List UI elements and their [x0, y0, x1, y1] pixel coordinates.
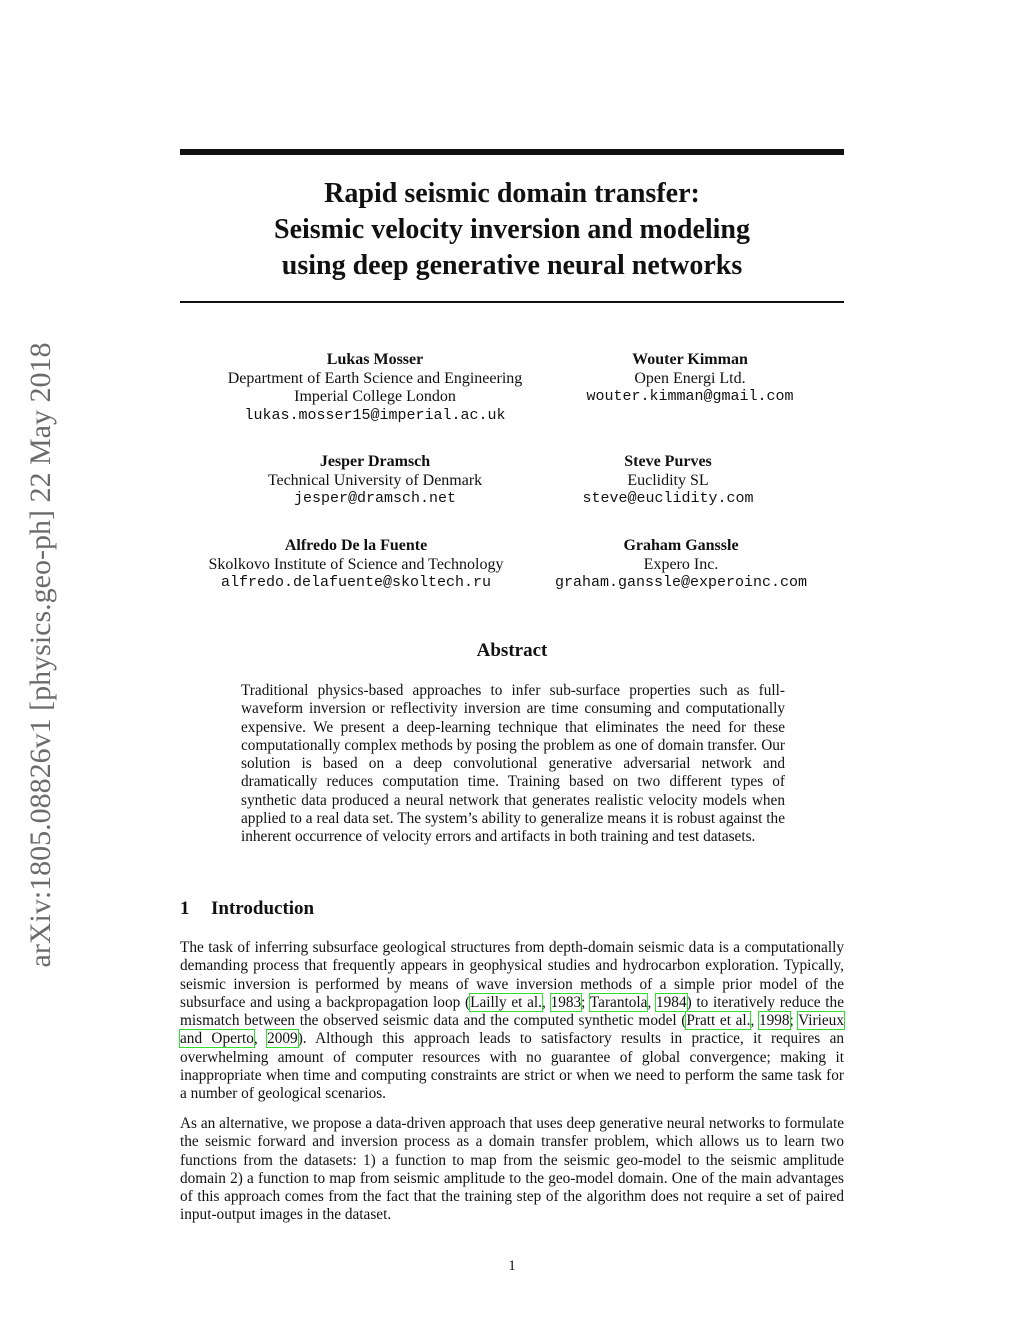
paragraph-text: The task of inferring subsurface geological structures from depth-domain seismic data is a computationally demanding process that frequently appears in geophysical studies and hydrocarbon exploration. Typically, seismic inversion is performed by means of wave inversion methods of a simple prior model of the subsurface and using a backpropagation loop (: [180, 939, 844, 1011]
author-affiliation: Technical University of Denmark: [267, 471, 483, 489]
author-affiliation: Euclidity SL: [627, 471, 709, 489]
author-email[interactable]: alfredo.delafuente@skoltech.ru: [220, 574, 492, 591]
citation-separator: ,: [647, 993, 656, 1011]
citation-separator: ;: [581, 993, 590, 1011]
author-email[interactable]: steve@euclidity.com: [582, 490, 754, 507]
author-block-dramsch: [195, 453, 555, 509]
author-affiliation: Open Energi Ltd.: [634, 369, 746, 387]
citation-year-link[interactable]: 2009: [267, 1030, 298, 1048]
citation-separator: ,: [750, 1012, 759, 1030]
citation-separator: ,: [253, 1030, 268, 1048]
section-heading-introduction: [180, 898, 314, 920]
title-line-2: Seismic velocity inversion and modeling: [274, 214, 750, 245]
author-email[interactable]: lukas.mosser15@imperial.ac.uk: [244, 406, 506, 424]
author-block-purves: [518, 453, 818, 509]
author-affiliation: Department of Earth Science and Engineering: [227, 369, 523, 387]
citation-link-virieux[interactable]: Virieux and Operto: [180, 1012, 844, 1048]
citation-link-pratt[interactable]: Pratt et al.: [686, 1012, 751, 1030]
arxiv-identifier-stamp: arXiv:1805.08826v1 [physics.geo-ph] 22 May 2018: [24, 342, 57, 968]
title-line-1: Rapid seismic domain transfer:: [324, 178, 700, 209]
author-name: Jesper Dramsch: [319, 453, 431, 470]
author-block-mosser: [195, 351, 555, 425]
author-name: Steve Purves: [624, 453, 712, 470]
paragraph-text: ). Although this approach leads to satisfactory results in practice, it requires an overwhelming amount of computer resources with no guarantee of global convergence; making it inappropriate when time and computing constraints are strict or when we need to perform the same task for a number of geological scenarios.: [180, 1030, 845, 1103]
citation-link-lailly[interactable]: Lailly et al.: [470, 993, 543, 1011]
author-email[interactable]: wouter.kimman@gmail.com: [586, 388, 794, 405]
citation-year-link[interactable]: 1984: [656, 993, 687, 1011]
author-name: Wouter Kimman: [632, 351, 748, 368]
title-line-3: using deep generative neural networks: [281, 250, 743, 281]
citation-year-link[interactable]: 1998: [758, 1012, 790, 1030]
author-email[interactable]: graham.ganssle@experoinc.com: [554, 574, 808, 591]
author-block-kimman: [540, 351, 840, 407]
intro-paragraph-2: As an alternative, we propose a data-driven approach that uses deep generative neural networks to formulate the seismic forward and inversion process as a domain transfer problem, which allows us to learn two functions from the datasets: 1) a function to map from the seismic geo-model to the seismic amplitude domain 2) a function to map from seismic amplitude to the geo-model domain. One of the main advantages of this approach comes from the fact that the training step of the algorithm does not require a set of paired input-output images in the dataset.: [180, 1115, 844, 1224]
author-block-delafuente: [186, 537, 526, 593]
title-top-rule: [180, 149, 844, 155]
paper-title: [180, 176, 844, 284]
abstract-heading: Abstract: [476, 640, 548, 661]
title-bottom-rule: [180, 301, 844, 303]
author-name: Alfredo De la Fuente: [284, 537, 428, 554]
citation-separator: ,: [542, 993, 551, 1011]
citation-separator: ;: [789, 1012, 799, 1030]
author-affiliation: Imperial College London: [294, 388, 456, 405]
citation-year-link[interactable]: 1983: [550, 993, 582, 1011]
author-email[interactable]: jesper@dramsch.net: [293, 490, 457, 507]
section-title: Introduction: [211, 898, 315, 919]
abstract-text: Traditional physics-based approaches to infer sub-surface properties such as full-waveform inversion or reflectivity inversion are time consuming and computationally expensive. We present a deep-learning technique that eliminates the need for these computationally complex methods by posing the problem as one of domain transfer. Our solution is based on a deep convolutional generative adversarial network and dramatically reduces computation time. Training based on two different types of synthetic data produced a neural network that generates realistic velocity models when applied to a real data set. The system’s ability to generalize means it is robust against the inherent occurrence of velocity errors and artifacts in both training and test datasets.: [241, 682, 785, 846]
author-affiliation: Expero Inc.: [643, 555, 719, 573]
author-block-ganssle: [531, 537, 831, 593]
section-number: 1: [180, 898, 190, 919]
citation-link-tarantola[interactable]: Tarantola: [589, 993, 648, 1011]
author-name: Graham Ganssle: [623, 537, 739, 554]
author-name: Lukas Mosser: [326, 351, 424, 368]
intro-paragraph-1: [180, 939, 844, 1104]
page-number: 1: [508, 1258, 516, 1274]
paragraph-text: ) to iteratively reduce the mismatch between the observed seismic data and the computed synthetic model (: [180, 993, 844, 1030]
author-affiliation: Skolkovo Institute of Science and Technology: [208, 555, 504, 573]
